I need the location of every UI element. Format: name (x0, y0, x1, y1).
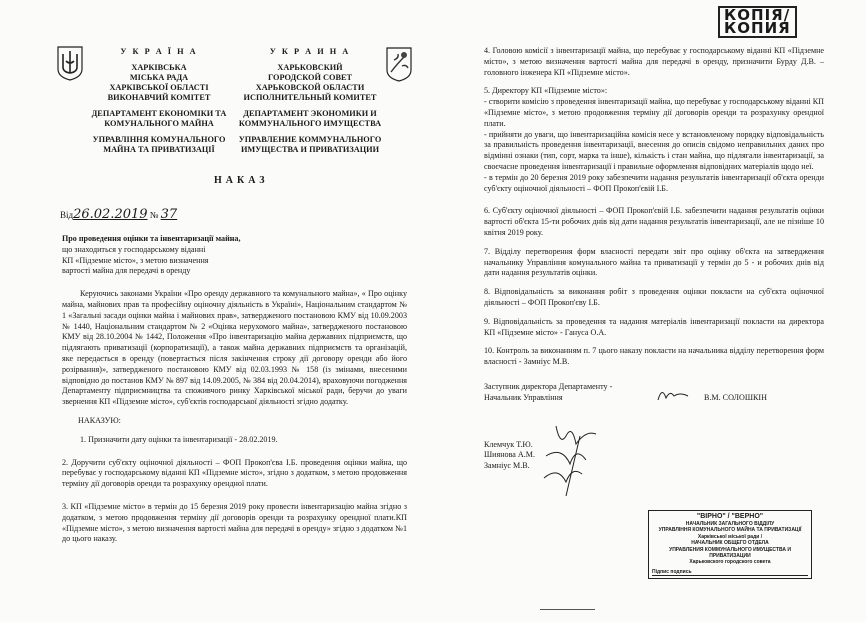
header-ru (237, 47, 383, 161)
council-ru: ХАРЬКОВСКИЙ ГОРОДСКОЙ СОВЕТ ХАРЬКОВСКОЙ ОБЛАСТИ ИСПОЛНИТЕЛЬНЫЙ КОМИТЕТ (243, 63, 377, 102)
order-items-right (484, 46, 824, 368)
item-2: 2. Доручити суб'єкту оціночної діяльності – ФОП Прокоп'єва І.Б. проведення оцінки майна, що перебуває у господарському віданні КП «Підземне місто», згідно з додатком, з метою продовження терміну дії договорів оренди та розрахунку орендної плати. (62, 457, 407, 489)
approvers: Клемчук Т.Ю. Шиянова А.М. Замніус М.В. (484, 440, 824, 472)
item-10: 10. Контроль за виконанням п. 7 цього наказу покласти на начальника відділу перетворення форм власності - Замніус М.В. (484, 346, 824, 367)
item-5-sub-1: - створити комісію з проведення інвентаризації майна, що перебуває у господарському віданні КП «Підземне місто», з метою продовження терміну дії договорів оренди та розрахунку орендної плати. (484, 97, 824, 128)
country-ua: У К Р А Ї Н А (120, 47, 198, 56)
order-items-left (62, 435, 407, 545)
signer-name: В.М. СОЛОШКІН (704, 392, 767, 402)
order-word: НАКАЗУЮ: (78, 415, 121, 425)
country-ru: У К Р А И Н А (269, 47, 351, 56)
office-ru: УПРАВЛЕНИЕ КОММУНАЛЬНОГО ИМУЩЕСТВА И ПРИВАТИЗАЦИИ (238, 135, 382, 154)
item-5: 5. Директору КП «Підземне місто»: (484, 86, 608, 96)
item-7: 7. Відділу перетворення форм власності передати звіт про оцінку об'єкта на затвердження начальнику Управління комунального майна та приватизації у термін до 5 - и робочих днів від дати надання результатів оцінки. (484, 246, 824, 278)
item-3: 3. КП «Підземне місто» в термін до 15 березня 2019 року провести інвентаризацію майна згідно з додатком, з метою продовження терміну дії договорів оренди та розрахунку орендної плати.КП «Підземне місто», з метою визначення вартості майна для передачі в оренду» згідно з додатком №1 до цього наказу. (62, 501, 407, 544)
signature (654, 384, 694, 404)
document-title: НАКАЗ (214, 175, 269, 186)
date-number-line: Від26.02.2019 № 37 (60, 207, 178, 222)
tryzub-emblem-icon (56, 45, 84, 81)
kharkiv-coat-of-arms-icon (385, 46, 413, 82)
certified-copy-stamp: "ВІРНО" / "ВЕРНО" НАЧАЛЬНИК ЗАГАЛЬНОГО ВІДДІЛУ УПРАВЛІННЯ КОМУНАЛЬНОГО МАЙНА ТА ПРИВАТИЗАЦІЇ Харківської міської ради / НАЧАЛЬНИК ОБЩЕГО ОТДЕЛА УПРАВЛЕНИЯ КОММУНАЛЬНОГО ИМУЩЕСТВА И ПРИВАТИЗАЦИИ Харьковского городского совета Підпис подпись (648, 510, 812, 579)
item-8: 8. Відповідальність за виконання робіт з проведення оцінки покласти на суб'єкта оціночної діяльності – ФОП Прокоп'єву І.Б. (484, 287, 824, 307)
item-1: 1. Призначити дату оцінки та інвентаризації - 28.02.2019. (80, 434, 278, 444)
item-6: 6. Суб'єкту оціночної діяльності – ФОП Прокоп'євій І.Б. забезпечити надання результатів оцінки вартості об'єкта 15-ти робочих днів від дати надання результатів інвентаризації, але не пізніше 10 квітня 2019 року. (484, 206, 824, 237)
signature-block (484, 382, 824, 404)
department-ru: ДЕПАРТАМЕНТ ЭКОНОМИКИ И КОММУНАЛЬНОГО ИМУЩЕСТВА (238, 109, 382, 128)
signer-title: Заступник директора Департаменту - Начальник Управління (484, 381, 613, 402)
item-9: 9. Відповідальність за проведення та надання матеріалів інвентаризації покласти на директора КП «Підземне місто» - Гануса О.А. (484, 316, 824, 337)
document-number: 37 (160, 207, 178, 222)
item-5-sub-3: - в термін до 20 березня 2019 року забезпечити надання результатів інвентаризації об'єкта оренди суб'єкту оціночної діяльності – ФОП Прокоп'євій І.Б. (484, 172, 824, 193)
header-ua (86, 47, 232, 161)
copy-stamp: КОПІЯ/ КОПИЯ (718, 6, 797, 38)
item-4: 4. Головою комісії з інвентаризації майна, що перебуває у господарському віданні КП «Підземне місто», з метою визначення вартості майна для передачі в оренду, призначити Бурду Д.В. – головного інженера КП «Підземне місто». (484, 46, 824, 77)
approver-signatures (536, 416, 606, 501)
department-ua: ДЕПАРТАМЕНТ ЕКОНОМІКИ ТА КОМУНАЛЬНОГО МАЙНА (91, 109, 227, 128)
council-ua: ХАРКІВСЬКА МІСЬКА РАДА ХАРКІВСЬКОЇ ОБЛАСТІ ВИКОНАВЧИЙ КОМІТЕТ (107, 63, 211, 102)
divider-line (540, 609, 595, 610)
item-5-sub-2: - прийняти до уваги, що інвентаризаційна комісія несе у встановленому порядку відповідальність за правильність проведення інвентаризації, внесення до описів свідомо неправильних даних про відмінні ознаки (тип, сорт, марка та інше), кількість і стан майна, що підлягали інвентаризації, за своєчасне проведення інвентаризації і правильне оформлення відповідних матеріалів щодо неї. (484, 129, 824, 171)
document-subject: Про проведення оцінки та інвентаризації майна, що знаходиться у господарському віданні КП «Підземне місто», з метою визначення вартості майна для передачі в оренду (62, 234, 241, 276)
office-ua: УПРАВЛІННЯ КОМУНАЛЬНОГО МАЙНА ТА ПРИВАТИЗАЦІЇ (92, 135, 226, 154)
document-date: 26.02.2019 (73, 207, 148, 222)
preamble: Керуючись законами України «Про оренду державного та комунального майна», « Про оцінку майна, майнових прав та професійну оціночну діяльність в Україні», Національним стандартом № 1 «Загальні засади оцінки майна і майнових прав», затвердженого постановою КМУ від 10.09.2003 № 1440, Національним стандартом № 2 «Оцінка нерухомого майна», затвердженого постановою КМУ від 28.10.2004 № 1442, Положення «Про інвентаризацію майна державних підприємств, що підлягають приватизації (корпоратизації), а також майна державних підприємств та організацій, яке передається в оренду (повертається після закінчення строку дії договору оренди або його розірвання)», затвердженого постановою КМУ від 02.03.1993 № 158 (із змінами, внесеними відповідно до постанов КМУ № 897 від 14.09.2005, № 384 від 20.04.2014), враховуючи погодження Департаменту підприємництва та споживчого ринку Харківської міської ради, беручи до уваги звернення КП «Підземне місто», суб'єктів господарської діяльності згідно додатку. (62, 289, 407, 407)
right-page-body (484, 46, 824, 472)
left-page-body (62, 234, 407, 545)
